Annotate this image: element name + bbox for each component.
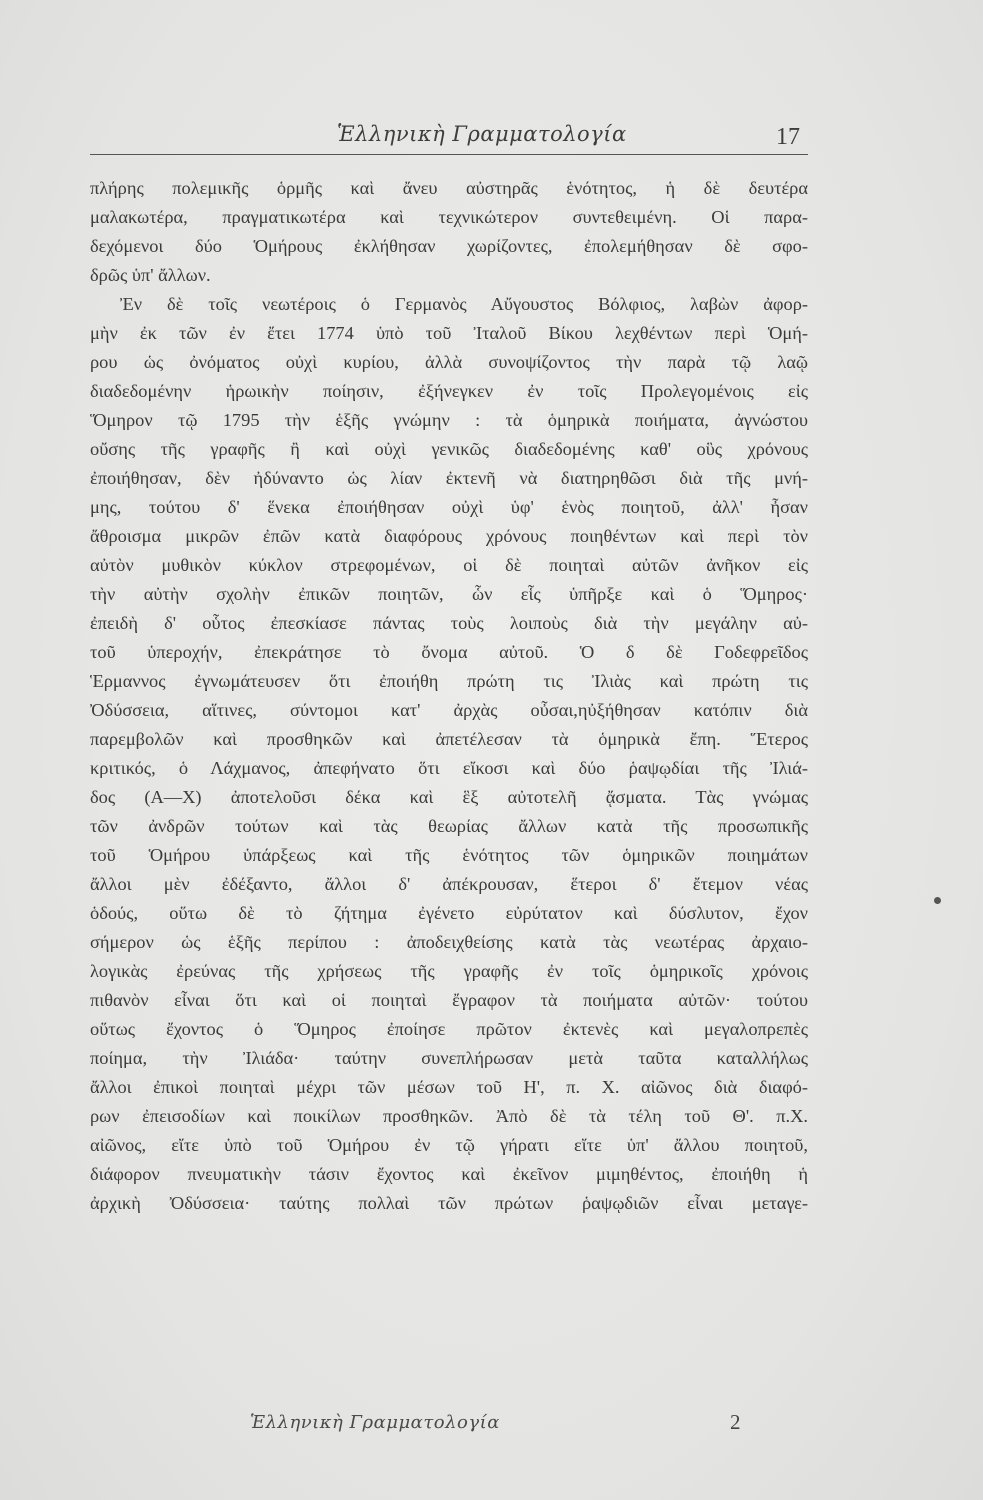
- text-line: παρεμβολῶν καὶ προσθηκῶν καὶ ἀπετέλεσαν τὰ ὁμηρικὰ ἔπη. Ἕτερος: [90, 729, 808, 749]
- text-line: ρων ἐπεισοδίων καὶ ποικίλων προσθηκῶν. Ἀπὸ δὲ τὰ τέλη τοῦ Θ'. π.Χ.: [90, 1106, 808, 1126]
- text-line: Ἑρμαννος ἐγνωμάτευσεν ὅτι ἐποιήθη πρώτη τις Ἰλιὰς καὶ πρώτη τις: [90, 671, 808, 691]
- text-line: Ὅμηρον τῷ 1795 τὴν ἑξῆς γνώμην : τὰ ὁμηρικὰ ποιήματα, ἀγνώστου: [90, 410, 808, 430]
- signature-title: Ἑλληνικὴ Γραμματολογία: [250, 1412, 500, 1433]
- body-text: [90, 174, 808, 1218]
- text-line: δεχόμενοι δύο Ὁμήρους ἐκλήθησαν χωρίζοντες, ἐπολεμήθησαν δὲ σφο-: [90, 236, 808, 256]
- text-line: διαδεδομένην ἡρωικὴν ποίησιν, ἐξήνεγκεν ἐν τοῖς Προλεγομένοις εἰς: [90, 381, 808, 401]
- text-line: Ἐν δὲ τοῖς νεωτέροις ὁ Γερμανὸς Αὔγουστος Βόλφιος, λαβὼν ἀφορ-: [120, 294, 808, 314]
- text-line: ἄθροισμα μικρῶν ἐπῶν κατὰ διαφόρους χρόνους ποιηθέντων καὶ περὶ τὸν: [90, 526, 808, 546]
- text-line: οὔσης τῆς γραφῆς ἢ καὶ οὐχὶ γενικῶς διαδεδομένης καθ' οὓς χρόνους: [90, 439, 808, 459]
- text-line: ἀρχικὴ Ὀδύσσεια· ταύτης πολλαὶ τῶν πρώτων ῥαψῳδιῶν εἶναι μεταγε-: [90, 1193, 808, 1213]
- text-line: πλήρης πολεμικῆς ὁρμῆς καὶ ἄνευ αὐστηρᾶς ἑνότητος, ἡ δὲ δευτέρα: [90, 178, 808, 198]
- text-line: τὴν αὐτὴν σχολὴν ἐπικῶν ποιητῶν, ὧν εἷς ὑπῆρξε καὶ ὁ Ὅμηρος·: [90, 584, 808, 604]
- text-line: πιθανὸν εἶναι ὅτι καὶ οἱ ποιηταὶ ἔγραφον τὰ ποιήματα αὐτῶν· τούτου: [90, 990, 808, 1010]
- header-rule: [90, 154, 808, 155]
- text-line: τοῦ ὑπεροχήν, ἐπεκράτησε τὸ ὄνομα αὐτοῦ. Ὁ δ δὲ Γοδεφρεῖδος: [90, 642, 808, 662]
- text-line: δρῶς ὑπ' ἄλλων.: [90, 265, 211, 285]
- page-number: 17: [776, 124, 800, 150]
- text-line: ρου ὡς ὀνόματος οὐχὶ κυρίου, ἀλλὰ συνοψίζοντος τὴν παρὰ τῷ λαῷ: [90, 352, 808, 372]
- signature-footer: [90, 1412, 808, 1452]
- text-line: ἐπειδὴ δ' οὗτος ἐπεσκίασε πάντας τοὺς λοιποὺς διὰ τὴν μεγάλην αὐ-: [90, 613, 808, 633]
- text-line: δος (Α—Χ) ἀποτελοῦσι δέκα καὶ ἓξ αὐτοτελῆ ᾄσματα. Τὰς γνώμας: [90, 787, 808, 807]
- ink-speck: [934, 897, 941, 904]
- text-line: τῶν ἀνδρῶν τούτων καὶ τὰς θεωρίας ἄλλων κατὰ τῆς προσωπικῆς: [90, 816, 808, 836]
- text-line: λογικὰς ἐρεύνας τῆς χρήσεως τῆς γραφῆς ἐν τοῖς ὁμηρικοῖς χρόνοις: [90, 961, 808, 981]
- text-line: κριτικός, ὁ Λάχμανος, ἀπεφήνατο ὅτι εἴκοσι καὶ δύο ῥαψῳδίαι τῆς Ἰλιά-: [90, 758, 808, 778]
- text-line: τοῦ Ὁμήρου ὑπάρξεως καὶ τῆς ἑνότητος τῶν ὁμηρικῶν ποιημάτων: [90, 845, 808, 865]
- page-header: [90, 118, 810, 158]
- text-line: αὐτὸν μυθικὸν κύκλον στρεφομένων, οἱ δὲ ποιηταὶ αὐτῶν ἀνῆκον εἰς: [90, 555, 808, 575]
- text-line: ἐποιήθησαν, δὲν ἠδύναντο ὡς λίαν ἐκτενῆ νὰ διατηρηθῶσι διὰ τῆς μνή-: [90, 468, 808, 488]
- running-title: Ἑλληνικὴ Γραμματολογία: [337, 122, 627, 146]
- text-line: ἄλλοι μὲν ἐδέξαντο, ἄλλοι δ' ἀπέκρουσαν, ἕτεροι δ' ἔτεμον νέας: [90, 874, 808, 894]
- text-line: Ὀδύσσεια, αἵτινες, σύντομοι κατ' ἀρχὰς οὖσαι,ηὐξήθησαν κατόπιν διὰ: [90, 700, 808, 720]
- text-line: διάφορον πνευματικὴν τάσιν ἔχοντος καὶ ἐκεῖνον μιμηθέντος, ἐποιήθη ἡ: [90, 1164, 808, 1184]
- text-line: ποίημα, τὴν Ἰλιάδα· ταύτην συνεπλήρωσαν μετὰ ταῦτα καταλλήλως: [90, 1048, 808, 1068]
- text-line: ἄλλοι ἐπικοὶ ποιηταὶ μέχρι τῶν μέσων τοῦ Η', π. Χ. αἰῶνος διὰ διαφό-: [90, 1077, 808, 1097]
- text-line: μαλακωτέρα, πραγματικωτέρα καὶ τεχνικώτερον συντεθειμένη. Οἱ παρα-: [90, 207, 808, 227]
- text-line: αἰῶνος, εἴτε ὑπὸ τοῦ Ὁμήρου ἐν τῷ γήρατι εἴτε ὑπ' ἄλλου ποιητοῦ,: [90, 1135, 808, 1155]
- text-line: μης, τούτου δ' ἕνεκα ἐποιήθησαν οὐχὶ ὑφ' ἑνὸς ποιητοῦ, ἀλλ' ἦσαν: [90, 497, 808, 517]
- signature-number: 2: [730, 1410, 741, 1434]
- text-line: σήμερον ὡς ἑξῆς περίπου : ἀποδειχθείσης κατὰ τὰς νεωτέρας ἀρχαιο-: [90, 932, 808, 952]
- text-line: μὴν ἐκ τῶν ἐν ἔτει 1774 ὑπὸ τοῦ Ἰταλοῦ Βίκου λεχθέντων περὶ Ὁμή-: [90, 323, 808, 343]
- text-line: οὕτως ἔχοντος ὁ Ὅμηρος ἐποίησε πρῶτον ἐκτενὲς καὶ μεγαλοπρεπὲς: [90, 1019, 808, 1039]
- text-line: ὁδούς, οὕτω δὲ τὸ ζήτημα ἐγένετο εὐρύτατον καὶ δύσλυτον, ἔχον: [90, 903, 808, 923]
